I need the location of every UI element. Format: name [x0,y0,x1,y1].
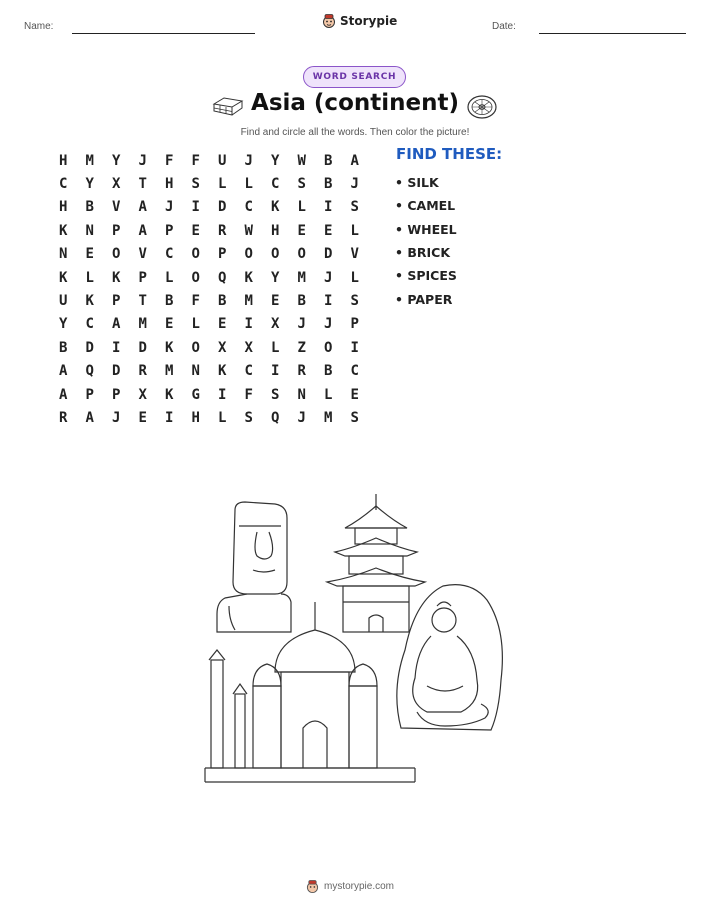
name-label: Name: [24,21,54,32]
grid-row [50,383,368,406]
grid-letter[interactable]: A [59,363,68,380]
grid-letter[interactable]: Y [271,269,280,286]
grid-letter[interactable]: J [350,176,359,193]
grid-letter[interactable]: L [244,176,253,193]
grid-letter[interactable]: E [350,386,359,403]
date-label: Date: [492,21,516,32]
grid-letter[interactable]: P [112,386,121,403]
grid-letter[interactable]: N [85,222,94,239]
grid-letter[interactable]: B [218,293,227,310]
grid-letter[interactable]: Y [271,152,280,169]
grid-letter[interactable]: C [271,176,280,193]
grid-letter[interactable]: L [191,316,200,333]
grid-letter[interactable]: L [165,269,174,286]
grid-letter[interactable]: A [350,152,359,169]
grid-letter[interactable]: M [165,363,174,380]
grid-letter[interactable]: P [85,386,94,403]
grid-letter[interactable]: K [112,269,121,286]
grid-letter[interactable]: I [271,363,280,380]
grid-letter[interactable]: J [112,409,121,426]
grid-letter[interactable]: W [244,222,253,239]
grid-letter[interactable]: X [271,316,280,333]
grid-letter[interactable]: E [85,246,94,263]
grid-letter[interactable]: C [244,199,253,216]
grid-letter[interactable]: H [59,152,68,169]
word-list-item: • SILK [395,175,439,191]
grid-letter[interactable]: E [297,222,306,239]
grid-letter[interactable]: N [59,246,68,263]
grid-letter[interactable]: R [297,363,306,380]
grid-letter[interactable]: Z [297,339,306,356]
grid-letter[interactable]: L [218,176,227,193]
grid-letter[interactable]: C [165,246,174,263]
grid-letter[interactable]: C [244,363,253,380]
grid-letter[interactable]: E [271,293,280,310]
grid-letter[interactable]: C [59,176,68,193]
grid-letter[interactable]: A [112,316,121,333]
grid-letter[interactable]: A [59,386,68,403]
grid-letter[interactable]: D [85,339,94,356]
brand [322,13,397,29]
grid-letter[interactable]: K [165,339,174,356]
grid-letter[interactable]: D [112,363,121,380]
grid-letter[interactable]: J [324,269,333,286]
grid-letter[interactable]: P [138,269,147,286]
word-list-item: • BRICK [395,245,451,261]
grid-letter[interactable]: P [218,246,227,263]
grid-letter[interactable]: B [59,339,68,356]
grid-letter[interactable]: X [244,339,253,356]
date-line[interactable] [539,33,686,34]
grid-letter[interactable]: E [191,222,200,239]
grid-letter[interactable]: I [244,316,253,333]
grid-letter[interactable]: O [244,246,253,263]
grid-letter[interactable]: S [244,409,253,426]
grid-row [50,196,368,219]
grid-letter[interactable]: Q [218,269,227,286]
grid-letter[interactable]: K [244,269,253,286]
grid-row [50,243,368,266]
grid-letter[interactable]: E [138,409,147,426]
grid-letter[interactable]: E [165,316,174,333]
grid-letter[interactable]: S [350,199,359,216]
grid-letter[interactable]: A [138,199,147,216]
grid-letter[interactable]: I [218,386,227,403]
grid-letter[interactable]: B [324,152,333,169]
grid-letter[interactable]: S [350,409,359,426]
grid-letter[interactable]: G [191,386,200,403]
grid-letter[interactable]: I [165,409,174,426]
word-list-item: • SPICES [395,268,457,284]
grid-letter[interactable]: J [244,152,253,169]
grid-letter[interactable]: U [59,293,68,310]
grid-letter[interactable]: H [59,199,68,216]
grid-letter[interactable]: L [85,269,94,286]
grid-row [50,149,368,172]
grid-letter[interactable]: K [59,222,68,239]
grid-letter[interactable]: B [297,293,306,310]
buddha-statue [397,585,503,730]
grid-row [50,172,368,195]
grid-letter[interactable]: I [324,293,333,310]
grid-letter[interactable]: J [165,199,174,216]
grid-letter[interactable]: B [324,176,333,193]
grid-letter[interactable]: J [297,409,306,426]
name-line[interactable] [72,33,255,34]
grid-letter[interactable]: X [218,339,227,356]
grid-letter[interactable]: B [165,293,174,310]
grid-letter[interactable]: Y [59,316,68,333]
grid-row [50,336,368,359]
grid-row [50,289,368,312]
grid-letter[interactable]: A [138,222,147,239]
grid-row [50,313,368,336]
grid-letter[interactable]: O [271,246,280,263]
grid-letter[interactable]: B [85,199,94,216]
grid-letter[interactable]: K [271,199,280,216]
instructions: Find and circle all the words. Then color the picture! [240,127,470,138]
grid-row [50,219,368,242]
wheel-icon [466,94,498,120]
grid-letter[interactable]: P [112,293,121,310]
find-these-heading: FIND THESE: [396,145,503,163]
grid-letter[interactable]: F [244,386,253,403]
grid-letter[interactable]: O [191,246,200,263]
word-list-item: • CAMEL [395,198,456,214]
grid-letter[interactable]: D [218,199,227,216]
grid-letter[interactable]: L [297,199,306,216]
grid-letter[interactable]: T [138,293,147,310]
grid-letter[interactable]: I [350,339,359,356]
brand-name: Storypie [340,14,398,28]
grid-letter[interactable]: K [218,363,227,380]
grid-letter[interactable]: M [85,152,94,169]
grid-letter[interactable]: M [244,293,253,310]
grid-row [50,360,368,383]
grid-letter[interactable]: I [324,199,333,216]
storypie-mascot-icon [322,13,336,29]
grid-row [50,266,368,289]
grid-letter[interactable]: P [350,316,359,333]
pagoda [327,494,425,632]
grid-letter[interactable]: N [191,363,200,380]
word-search-badge: WORD SEARCH [303,66,406,88]
grid-letter[interactable]: H [191,409,200,426]
grid-letter[interactable]: O [191,339,200,356]
grid-row [50,406,368,429]
grid-letter[interactable]: F [191,152,200,169]
grid-letter[interactable]: S [297,176,306,193]
footer [306,879,394,894]
grid-letter[interactable]: U [218,152,227,169]
grid-letter[interactable]: J [324,316,333,333]
grid-letter[interactable]: Y [85,176,94,193]
word-list-item: • PAPER [395,291,453,307]
grid-letter[interactable]: C [350,363,359,380]
grid-letter[interactable]: H [165,176,174,193]
asia-landmarks-illustration[interactable] [195,490,510,790]
grid-letter[interactable]: O [112,246,121,263]
grid-letter[interactable]: B [324,363,333,380]
word-search-grid[interactable] [50,149,368,430]
grid-letter[interactable]: Y [112,152,121,169]
grid-letter[interactable]: J [138,152,147,169]
grid-letter[interactable]: M [324,409,333,426]
grid-letter[interactable]: L [218,409,227,426]
grid-letter[interactable]: H [271,222,280,239]
grid-letter[interactable]: L [350,222,359,239]
grid-letter[interactable]: O [191,269,200,286]
grid-letter[interactable]: F [191,293,200,310]
grid-letter[interactable]: A [85,409,94,426]
grid-letter[interactable]: P [165,222,174,239]
grid-letter[interactable]: K [85,293,94,310]
word-list-item: • WHEEL [395,221,457,237]
storypie-mascot-icon [306,879,319,894]
grid-letter[interactable]: M [138,316,147,333]
grid-letter[interactable]: E [218,316,227,333]
grid-letter[interactable]: K [59,269,68,286]
grid-letter[interactable]: E [324,222,333,239]
grid-letter[interactable]: K [165,386,174,403]
grid-letter[interactable]: J [297,316,306,333]
grid-letter[interactable]: L [324,386,333,403]
grid-letter[interactable]: L [271,339,280,356]
grid-letter[interactable]: T [138,176,147,193]
grid-letter[interactable]: F [165,152,174,169]
page-title: Asia (continent) [251,90,459,116]
grid-letter[interactable]: S [191,176,200,193]
grid-letter[interactable]: V [138,246,147,263]
grid-letter[interactable]: I [112,339,121,356]
grid-letter[interactable]: R [59,409,68,426]
grid-letter[interactable]: I [191,199,200,216]
grid-letter[interactable]: P [112,222,121,239]
grid-letter[interactable]: M [297,269,306,286]
grid-letter[interactable]: R [218,222,227,239]
grid-letter[interactable]: D [324,246,333,263]
grid-letter[interactable]: S [350,293,359,310]
grid-letter[interactable]: S [271,386,280,403]
grid-letter[interactable]: O [324,339,333,356]
footer-url: mystorypie.com [324,881,395,892]
grid-letter[interactable]: O [297,246,306,263]
grid-letter[interactable]: D [138,339,147,356]
grid-letter[interactable]: X [138,386,147,403]
grid-letter[interactable]: V [350,246,359,263]
grid-letter[interactable]: N [297,386,306,403]
grid-letter[interactable]: R [138,363,147,380]
grid-letter[interactable]: X [112,176,121,193]
grid-letter[interactable]: Q [271,409,280,426]
grid-letter[interactable]: V [112,199,121,216]
grid-letter[interactable]: W [297,152,306,169]
moai-statue [217,502,291,632]
grid-letter[interactable]: L [350,269,359,286]
grid-letter[interactable]: Q [85,363,94,380]
grid-letter[interactable]: C [85,316,94,333]
word-list [395,171,457,311]
